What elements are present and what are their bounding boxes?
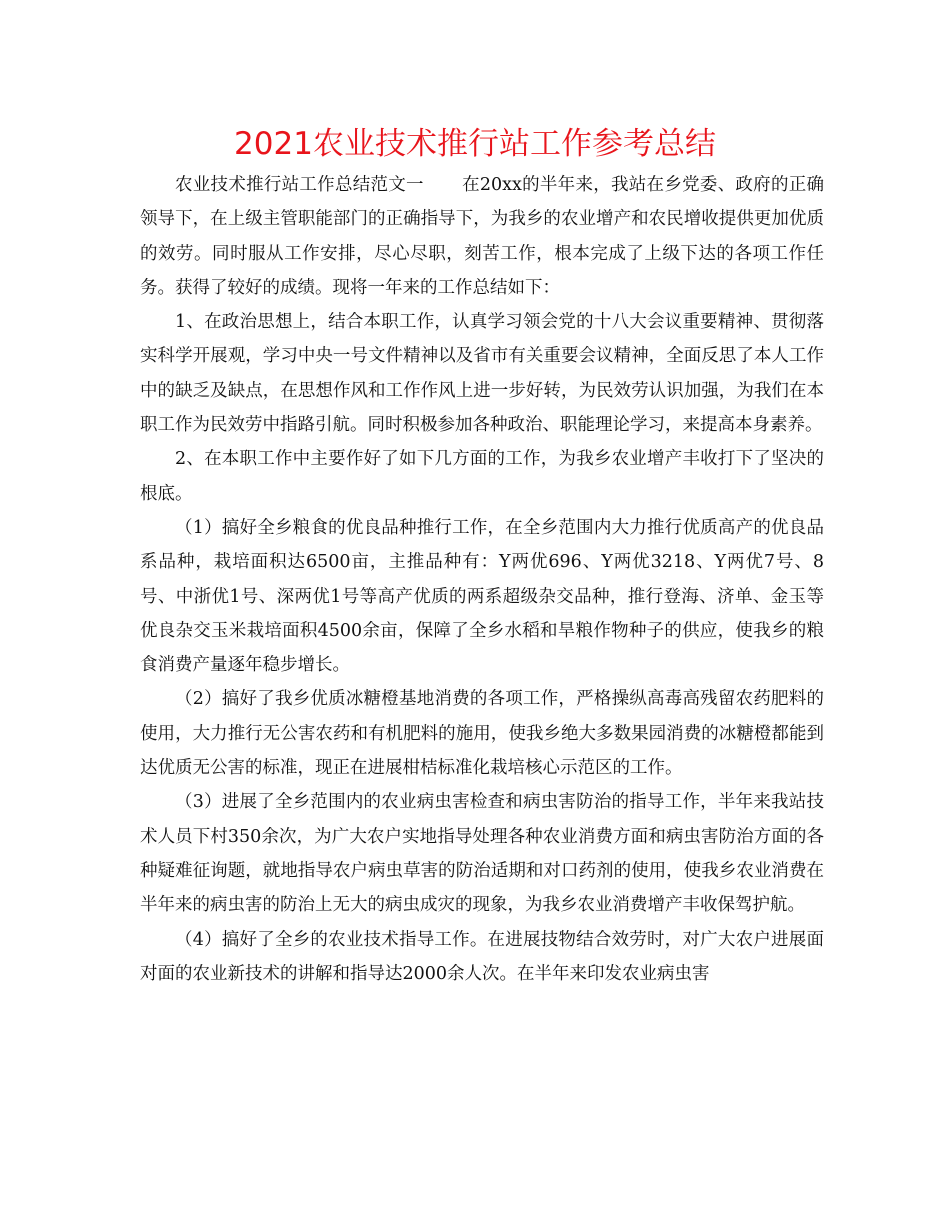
paragraph-6: （4）搞好了全乡的农业技术指导工作。在进展技物结合效劳时，对广大农户进展面对面的农业新技术的讲解和指导达2000余人次。在半年来印发农业病虫害	[140, 929, 824, 984]
intro-label: 农业技术推行站工作总结范文一	[175, 175, 424, 195]
document-title: 2021农业技术推行站工作参考总结	[234, 126, 716, 162]
paragraph-1: 1、在政治思想上，结合本职工作，认真学习领会党的十八大会议重要精神、贯彻落实科学开展观，学习中央一号文件精神以及省市有关重要会议精神，全面反思了本人工作中的缺乏及缺点，在思想作风和工作作风上进一步好转，为民效劳认识加强，为我们在本职工作为民效劳中指路引航。同时积极参加各种政治、职能理论学习，来提高本身素养。	[140, 312, 824, 436]
paragraph-5: （3）进展了全乡范围内的农业病虫害检查和病虫害防治的指导工作，半年来我站技术人员下村350余次，为广大农户实地指导处理各种农业消费方面和病虫害防治方面的各种疑难征询题，就地指导农户病虫草害的防治适期和对口药剂的使用，使我乡农业消费在半年来的病虫害的防治上无大的病虫成灾的现象，为我乡农业消费增产丰收保驾护航。	[140, 792, 824, 916]
paragraph-4: （2）搞好了我乡优质冰糖橙基地消费的各项工作，严格操纵高毒高残留农药肥料的使用，大力推行无公害农药和有机肥料的施用，使我乡绝大多数果园消费的冰糖橙都能到达优质无公害的标准，现正在进展柑桔标准化栽培核心示范区的工作。	[140, 689, 824, 779]
paragraph-intro	[140, 168, 824, 305]
paragraph-3: （1）搞好全乡粮食的优良品种推行工作，在全乡范围内大力推行优质高产的优良品系品种，栽培面积达6500亩，主推品种有：Y两优696、Y两优3218、Y两优7号、8号、中浙优1号、深两优1号等高产优质的两系超级杂交品种，推行登海、济单、金玉等优良杂交玉米栽培面积4500余亩，保障了全乡水稻和旱粮作物种子的供应，使我乡的粮食消费产量逐年稳步增长。	[140, 517, 824, 676]
intro-text: 在20xx的半年来，我站在乡党委、政府的正确领导下，在上级主管职能部门的正确指导下，为我乡的农业增产和农民增收提供更加优质的效劳。同时服从工作安排，尽心尽职，刻苦工作，根本完成了上级下达的各项工作任务。获得了较好的成绩。现将一年来的工作总结如下：	[140, 175, 824, 298]
paragraph-2: 2、在本职工作中主要作好了如下几方面的工作，为我乡农业增产丰收打下了坚决的根底。	[140, 449, 824, 504]
document-body	[140, 168, 824, 991]
